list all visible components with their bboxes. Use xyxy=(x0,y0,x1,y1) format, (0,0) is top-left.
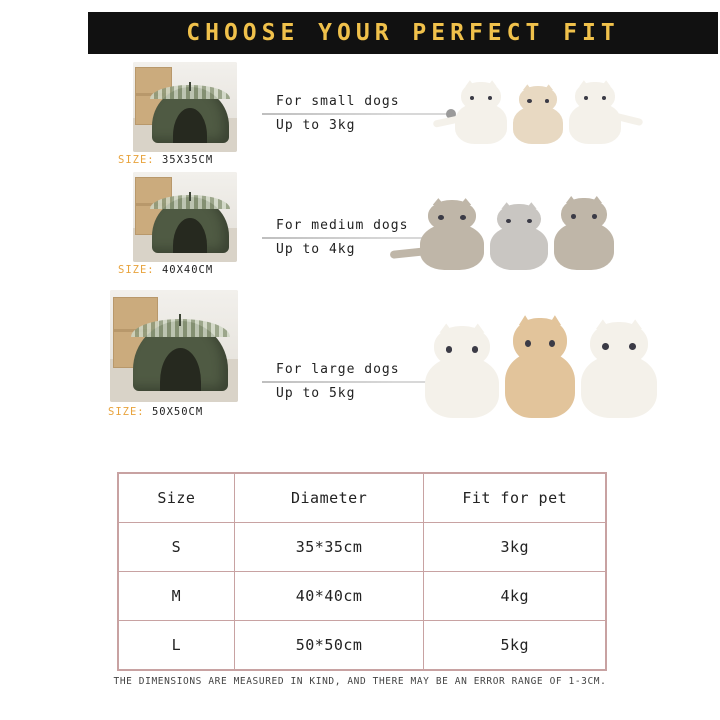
cat-figure xyxy=(513,86,563,144)
cat-head xyxy=(461,82,501,111)
tent-pole xyxy=(189,192,191,201)
fit-text-small xyxy=(262,94,452,133)
cat-head xyxy=(590,322,648,366)
cat-ear-right xyxy=(549,315,562,325)
table-header-diameter: Diameter xyxy=(234,474,424,523)
cat-ear-right xyxy=(460,198,472,205)
product-photo-small xyxy=(133,62,237,152)
cat-head xyxy=(513,318,566,364)
cat-figure xyxy=(581,322,657,418)
cat-eye-left xyxy=(527,99,532,103)
tent-door xyxy=(173,108,207,143)
table-header-row xyxy=(119,474,606,523)
cat-ear-left xyxy=(439,323,452,332)
cats-photo-small xyxy=(455,70,621,144)
cat-eye-left xyxy=(446,346,453,352)
cat-ear-left xyxy=(596,319,610,329)
divider-rule xyxy=(262,113,452,115)
cat-eye-right xyxy=(545,99,550,103)
cat-figure xyxy=(420,200,484,270)
cat-eye-right xyxy=(472,346,479,352)
tent-pole xyxy=(179,314,181,325)
cat-ear-right xyxy=(601,80,610,86)
size-value: 40X40CM xyxy=(161,264,214,276)
size-caption-small xyxy=(118,154,213,166)
fit-line-1: For small dogs xyxy=(276,94,400,109)
fit-line-1: For large dogs xyxy=(276,362,400,377)
page-title: CHOOSE YOUR PERFECT FIT xyxy=(186,20,620,46)
cat-ear-left xyxy=(519,315,532,325)
size-caption-medium xyxy=(118,264,213,276)
product-photo-large xyxy=(110,290,238,402)
cat-eye-right xyxy=(629,343,636,350)
cat-eye-right xyxy=(592,214,597,219)
cell-fit: 4kg xyxy=(424,572,606,621)
cat-head xyxy=(434,326,490,368)
footnote: THE DIMENSIONS ARE MEASURED IN KIND, AND THERE MAY BE AN ERROR RANGE OF 1-3CM. xyxy=(113,676,607,687)
table-header-size: Size xyxy=(119,474,235,523)
tent-door xyxy=(160,348,202,391)
product-photo-medium xyxy=(133,172,237,262)
table-row xyxy=(119,523,606,572)
cat-head xyxy=(575,82,615,111)
cat-ear-right xyxy=(591,196,602,203)
fit-line-2: Up to 4kg xyxy=(276,242,356,257)
size-caption-large xyxy=(108,406,203,418)
tent-door xyxy=(173,218,207,253)
cell-size: S xyxy=(119,523,235,572)
cat-eye-left xyxy=(584,96,589,100)
size-row-large xyxy=(0,290,720,430)
cat-eye-left xyxy=(602,343,609,350)
cat-ear-left xyxy=(566,196,577,203)
pet-tent xyxy=(152,87,229,143)
cat-figure xyxy=(425,326,499,418)
cell-size: L xyxy=(119,621,235,670)
cat-head xyxy=(519,86,557,113)
header-banner xyxy=(88,12,718,54)
cat-ear-right xyxy=(628,319,642,329)
cat-eye-right xyxy=(527,219,532,224)
fit-line-2: Up to 5kg xyxy=(276,386,356,401)
cat-eye-left xyxy=(438,215,444,220)
tent-pole xyxy=(189,82,191,91)
cat-ear-right xyxy=(471,323,484,332)
cat-figure xyxy=(455,82,507,144)
cat-ear-right xyxy=(544,84,553,90)
table-header-fit: Fit for pet xyxy=(424,474,606,523)
pet-tent xyxy=(152,197,229,253)
size-value: 35X35CM xyxy=(161,154,214,166)
cat-head xyxy=(428,200,477,232)
cat-ear-left xyxy=(465,80,474,86)
cell-diameter: 35*35cm xyxy=(234,523,424,572)
room-photo xyxy=(110,290,238,402)
size-label: SIZE: xyxy=(108,406,145,418)
cat-figure xyxy=(490,204,548,270)
cat-figure xyxy=(505,318,575,418)
cat-ear-right xyxy=(526,202,537,209)
cats-photo-large xyxy=(425,310,657,418)
cat-eye-left xyxy=(525,340,531,347)
cat-head xyxy=(497,204,541,234)
cat-ear-left xyxy=(501,202,512,209)
table-row xyxy=(119,621,606,670)
cat-figure xyxy=(554,198,614,270)
room-photo xyxy=(133,62,237,152)
fit-line-1: For medium dogs xyxy=(276,218,409,233)
cat-ear-left xyxy=(523,84,532,90)
size-table xyxy=(117,472,607,671)
size-label: SIZE: xyxy=(118,264,155,276)
cat-head xyxy=(561,198,607,231)
cell-diameter: 40*40cm xyxy=(234,572,424,621)
fit-text-large xyxy=(262,362,452,401)
cat-eye-left xyxy=(571,214,576,219)
fit-line-2: Up to 3kg xyxy=(276,118,356,133)
cats-photo-medium xyxy=(420,186,614,270)
cell-fit: 5kg xyxy=(424,621,606,670)
cell-diameter: 50*50cm xyxy=(234,621,424,670)
cat-ear-left xyxy=(433,198,445,205)
cat-figure xyxy=(569,82,621,144)
cell-fit: 3kg xyxy=(424,523,606,572)
cat-eye-left xyxy=(470,96,475,100)
divider-rule xyxy=(262,381,452,383)
table-row xyxy=(119,572,606,621)
size-label: SIZE: xyxy=(118,154,155,166)
cat-ear-left xyxy=(579,80,588,86)
room-photo xyxy=(133,172,237,262)
size-value: 50X50CM xyxy=(151,406,204,418)
pet-tent xyxy=(133,321,228,390)
cell-size: M xyxy=(119,572,235,621)
cat-ear-right xyxy=(487,80,496,86)
